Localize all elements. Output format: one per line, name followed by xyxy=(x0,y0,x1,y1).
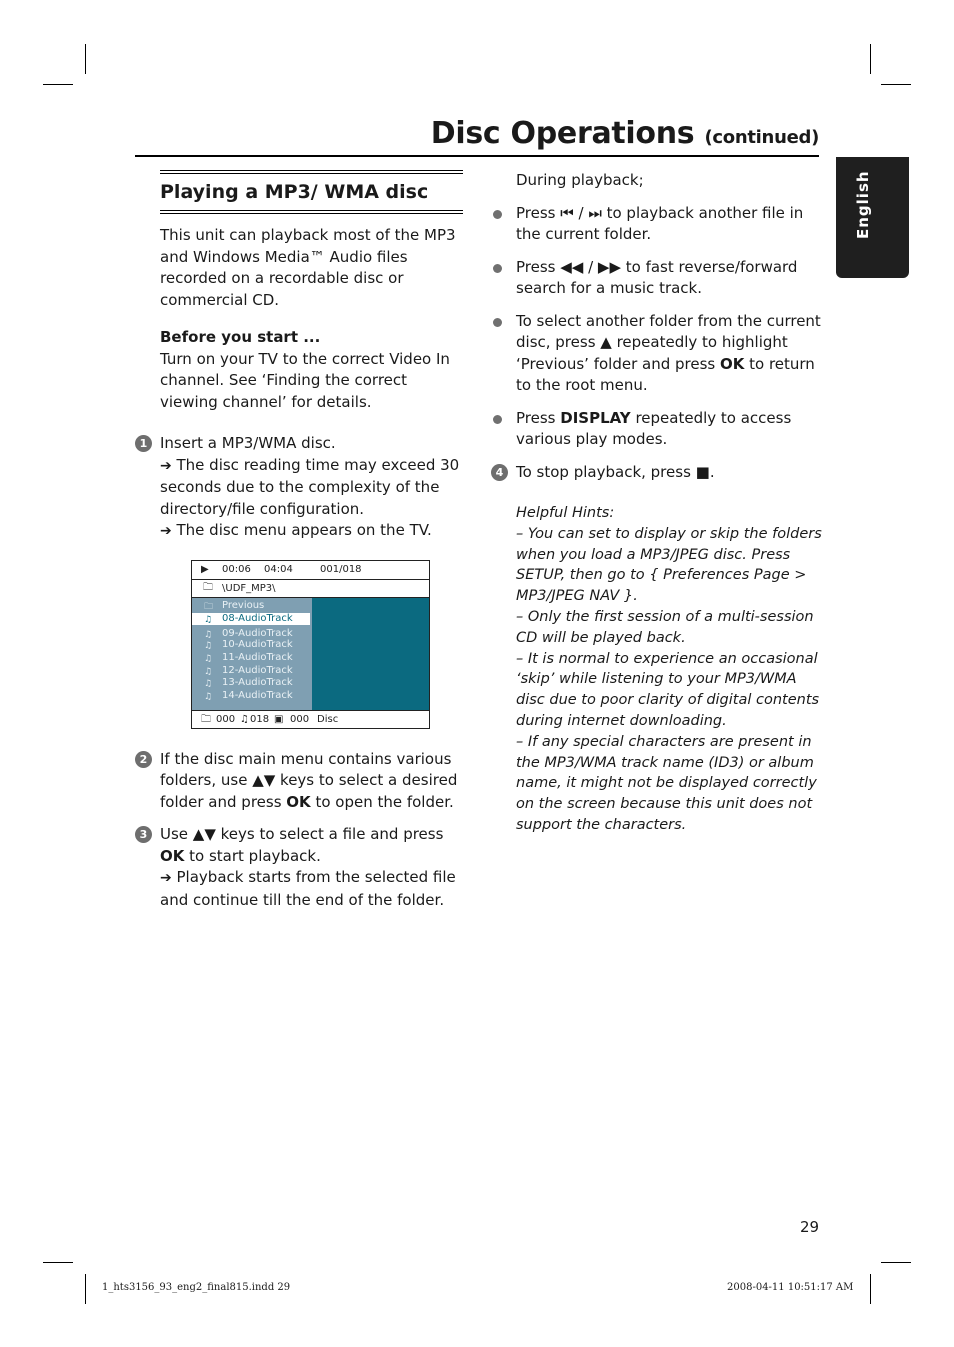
path-bar xyxy=(192,580,429,598)
title-rule xyxy=(135,155,819,157)
crop-mark xyxy=(43,84,73,85)
play-icon: ▶ xyxy=(201,563,209,575)
before-text: Turn on your TV to the correct Video In channel. See ‘Finding the correct viewing channel’ for details. xyxy=(160,349,450,411)
music-note-icon: ♫ xyxy=(204,653,213,664)
step-3-text: Use ▲▼ keys to select a file and press OK to start playback. xyxy=(160,825,444,865)
bullet-icon xyxy=(493,210,502,219)
folder-count: 000 xyxy=(216,713,236,725)
language-tab xyxy=(836,157,909,278)
folder-icon: 🗀 xyxy=(203,581,213,593)
bullet-icon xyxy=(493,318,502,327)
hint-item: – It is normal to experience an occasional ‘skip’ while listening to your MP3/WMA disc due to poor clarity of digital contents during internet downloading. xyxy=(516,650,820,729)
footer-file-name: 1_hts3156_93_eng2_final815.indd 29 xyxy=(102,1282,291,1293)
music-note-icon: ♫ xyxy=(204,640,213,651)
step-number: 2 xyxy=(135,751,152,768)
bullet-icon xyxy=(493,415,502,424)
helpful-hints xyxy=(516,503,824,836)
before-title: Before you start ... xyxy=(160,328,321,346)
list-item[interactable]: ♫ 14-AudioTrack xyxy=(204,689,293,702)
left-column xyxy=(135,170,465,911)
bullet-item: Press ⏮ / ⏭ to playback another file in the current folder. xyxy=(491,203,824,246)
step-number: 1 xyxy=(135,435,152,452)
bullet-item: To select another folder from the current disc, press ▲ repeatedly to highlight ‘Previous’ folder and press OK to return to the root menu. xyxy=(491,311,824,397)
section-heading-box xyxy=(160,170,463,214)
hint-item: – You can set to display or skip the folders when you load a MP3/JPEG disc. Press SETUP, then go to { Preferences Page > MP3/JPEG NAV }. xyxy=(516,525,822,605)
bullet-item: Press DISPLAY repeatedly to access various play modes. xyxy=(491,408,824,451)
crop-mark xyxy=(881,84,911,85)
step-number: 3 xyxy=(135,826,152,843)
disc-menu-screen xyxy=(191,560,430,729)
music-note-icon: ♫ xyxy=(240,713,249,725)
source-label: Disc xyxy=(317,713,339,725)
arrow-icon: ➔ xyxy=(160,870,172,886)
step-1 xyxy=(135,433,465,543)
file-list xyxy=(192,598,312,710)
crop-mark xyxy=(43,1262,73,1263)
step-1-text: Insert a MP3/WMA disc. xyxy=(160,434,336,452)
music-note-icon: ♫ xyxy=(204,678,213,689)
intro-text: This unit can playback most of the MP3 and Windows Media™ Audio files recorded on a recordable disc or commercial CD. xyxy=(160,226,456,309)
crop-mark xyxy=(85,44,86,74)
folder-icon: 🗀 xyxy=(204,601,214,612)
music-note-icon: ♫ xyxy=(204,691,213,702)
elapsed-time: 00:06 xyxy=(222,563,251,575)
step-1-result-1: ➔ The disc reading time may exceed 30 seconds due to the complexity of the directory/file configuration. xyxy=(160,455,460,518)
step-2-text: If the disc main menu contains various folders, use ▲▼ keys to select a desired folder and press OK to open the folder. xyxy=(160,749,458,811)
crop-mark xyxy=(881,1262,911,1263)
list-item[interactable]: ♫ 10-AudioTrack xyxy=(204,638,293,651)
during-playback: During playback; xyxy=(516,171,644,189)
step-2 xyxy=(135,749,465,814)
music-note-icon: ♫ xyxy=(204,666,213,677)
preview-panel xyxy=(312,598,429,710)
hints-title: Helpful Hints: xyxy=(516,505,615,521)
right-column xyxy=(491,170,824,836)
list-item[interactable]: 🗀 Previous xyxy=(204,599,265,612)
step-1-result-2: ➔ The disc menu appears on the TV. xyxy=(160,521,432,539)
picture-count: 000 xyxy=(290,713,310,725)
step-number: 4 xyxy=(491,464,508,481)
page-number: 29 xyxy=(800,1218,820,1236)
list-item[interactable]: ♫ 11-AudioTrack xyxy=(204,651,293,664)
bullet-icon xyxy=(493,264,502,273)
arrow-icon: ➔ xyxy=(160,523,172,539)
list-item[interactable]: ♫ 12-AudioTrack xyxy=(204,664,293,677)
bullet-item: Press ◀◀ / ▶▶ to fast reverse/forward search for a music track. xyxy=(491,257,824,300)
list-item-selected[interactable]: ♫ 08-AudioTrack xyxy=(192,613,310,626)
step-4-text: To stop playback, press ■. xyxy=(516,462,715,481)
list-item[interactable]: ♫ 09-AudioTrack xyxy=(204,627,293,640)
status-bar xyxy=(192,561,429,580)
crop-mark xyxy=(870,1274,871,1304)
hint-item: – If any special characters are present in the MP3/WMA track name (ID3) or album name, it might not be displayed correctly on the screen because this unit does not support the characters. xyxy=(516,733,817,833)
hint-item: – Only the first session of a multi-session CD will be played back. xyxy=(516,608,814,646)
crop-mark xyxy=(85,1274,86,1304)
music-note-icon: ♫ xyxy=(204,629,213,640)
page-title: Disc Operations (continued) xyxy=(430,116,819,151)
language-label: English xyxy=(854,170,872,239)
folder-count-icon: 🗀 xyxy=(201,713,211,725)
step-3 xyxy=(135,824,465,911)
music-note-icon: ♫ xyxy=(204,614,213,625)
picture-icon: ▣ xyxy=(274,713,284,725)
footer-timestamp: 2008-04-11 10:51:17 AM xyxy=(727,1282,854,1293)
crop-mark xyxy=(870,44,871,74)
summary-bar xyxy=(192,710,429,729)
arrow-icon: ➔ xyxy=(160,457,172,474)
section-heading: Playing a MP3/ WMA disc xyxy=(160,181,429,203)
folder-path: \UDF_MP3\ xyxy=(222,582,276,594)
step-3-result: ➔ Playback starts from the selected file and continue till the end of the folder. xyxy=(160,868,456,909)
step-4 xyxy=(491,462,824,484)
list-item[interactable]: ♫ 13-AudioTrack xyxy=(204,676,293,689)
total-time: 04:04 xyxy=(264,563,293,575)
title-suffix: (continued) xyxy=(704,127,819,148)
track-counter: 001/018 xyxy=(320,563,362,575)
audio-count: 018 xyxy=(250,713,270,725)
